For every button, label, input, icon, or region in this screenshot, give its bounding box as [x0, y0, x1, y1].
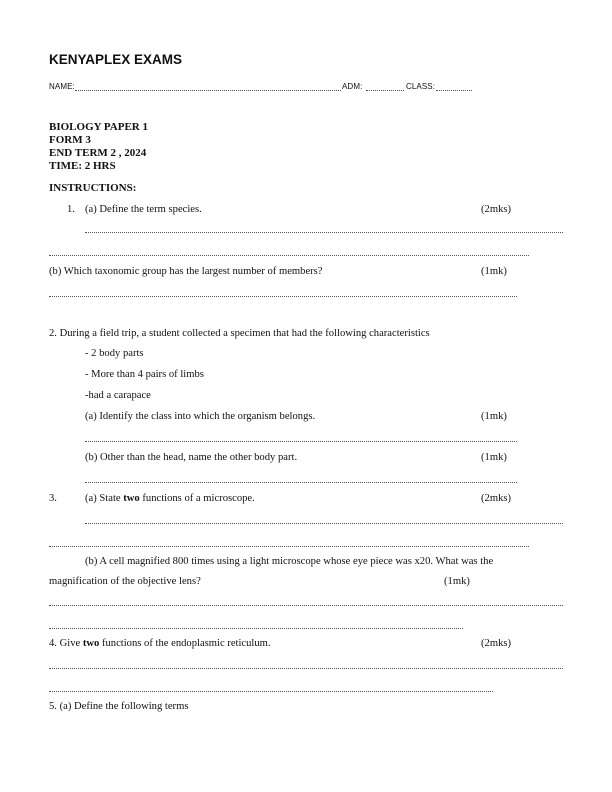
q2-trait: - More than 4 pairs of limbs	[85, 369, 204, 380]
answer-line[interactable]	[49, 605, 563, 606]
q3b-text-line2: magnification of the objective lens?	[49, 576, 201, 587]
adm-label: ADM:	[342, 82, 363, 91]
q3a-marks: (2mks)	[481, 493, 512, 504]
q2-stem: 2. During a field trip, a student collected a specimen that had the following characteristics	[49, 328, 430, 339]
answer-line[interactable]	[49, 628, 463, 629]
answer-line[interactable]	[49, 546, 529, 547]
name-field[interactable]	[75, 90, 341, 91]
q3b-marks: (1mk)	[444, 576, 470, 587]
adm-field[interactable]	[366, 90, 404, 91]
answer-line[interactable]	[49, 255, 529, 256]
paper-title-block	[49, 121, 148, 173]
q1-number: 1.	[67, 204, 75, 215]
brand-title: KENYAPLEX EXAMS	[49, 52, 183, 67]
answer-line[interactable]	[85, 523, 563, 524]
q4-text-post: functions of the endoplasmic reticulum.	[99, 638, 271, 649]
q3-number: 3.	[49, 493, 57, 504]
answer-line[interactable]	[49, 296, 517, 297]
q4-text	[49, 638, 271, 649]
q3b-text-line1: (b) A cell magnified 800 times using a light microscope whose eye piece was x20. What was the	[85, 556, 494, 567]
q1a-text: (a) Define the term species.	[85, 204, 202, 215]
q2-trait: -had a carapace	[85, 390, 151, 401]
q3a-text-post: functions of a microscope.	[139, 493, 255, 504]
class-field[interactable]	[436, 90, 472, 91]
answer-line[interactable]	[85, 232, 563, 233]
q4-text-bold: two	[82, 638, 100, 649]
paper-title-line: BIOLOGY PAPER 1	[49, 121, 149, 133]
q3a-text	[85, 493, 255, 504]
q2b-text: (b) Other than the head, name the other body part.	[85, 452, 298, 463]
paper-title-line: END TERM 2 , 2024	[49, 147, 147, 159]
answer-line[interactable]	[49, 691, 493, 692]
instructions-heading: INSTRUCTIONS:	[49, 182, 137, 194]
answer-line[interactable]	[49, 668, 563, 669]
q2b-marks: (1mk)	[481, 452, 507, 463]
q2a-text: (a) Identify the class into which the organism belongs.	[85, 411, 316, 422]
q2a-marks: (1mk)	[481, 411, 507, 422]
q5-text: 5. (a) Define the following terms	[49, 701, 189, 712]
q2-trait: - 2 body parts	[85, 348, 144, 359]
q4-text-pre: 4. Give	[49, 638, 83, 649]
q1a-marks: (2mks)	[481, 204, 512, 215]
q4-marks: (2mks)	[481, 638, 512, 649]
answer-line[interactable]	[85, 441, 517, 442]
q1b-marks: (1mk)	[481, 266, 507, 277]
q1b-text: (b) Which taxonomic group has the largest number of members?	[49, 266, 323, 277]
paper-title-line: TIME: 2 HRS	[49, 160, 116, 172]
q3a-text-bold: two	[123, 493, 140, 504]
name-label: NAME:	[49, 82, 75, 91]
answer-line[interactable]	[85, 482, 517, 483]
paper-title-line: FORM 3	[49, 134, 91, 146]
q3a-text-pre: (a) State	[85, 493, 124, 504]
class-label: CLASS:	[406, 82, 436, 91]
